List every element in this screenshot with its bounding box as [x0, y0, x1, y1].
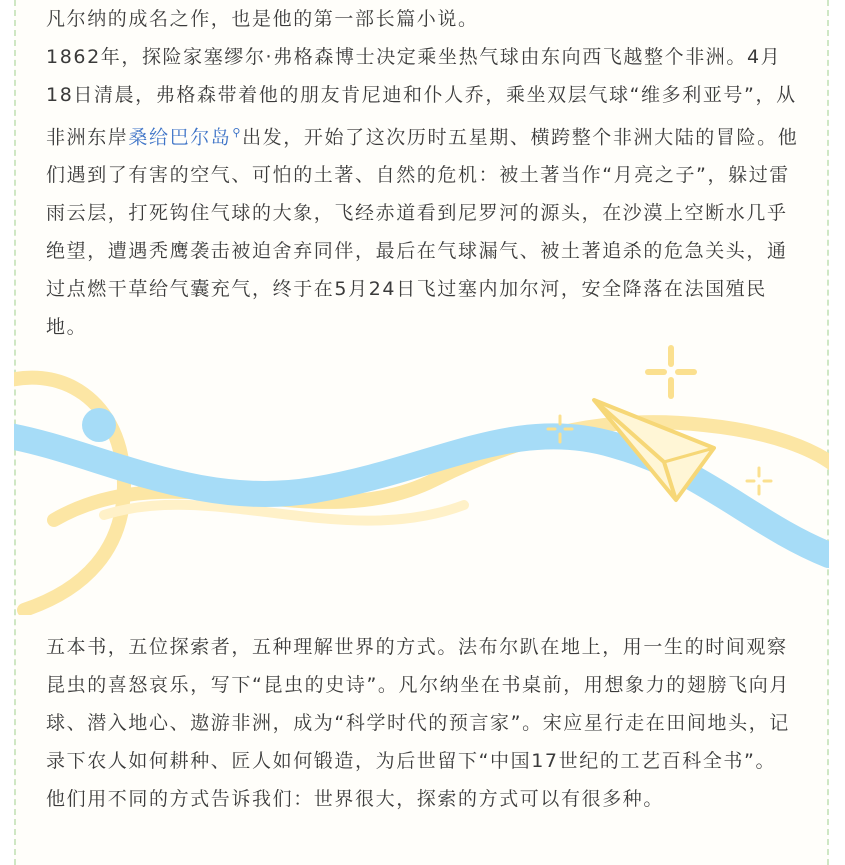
search-icon[interactable]: ⚲	[232, 126, 243, 139]
story-text-after-link: 出发，开始了这次历时五星期、横跨整个非洲大陆的冒险。他们遇到了有害的空气、可怕的土著、自然的危机：被土著当作“月亮之子”，躲过雷雨云层，打死钩住气球的大象，飞经赤道看到尼罗河的源头，在沙漠上空断水几乎绝望，遭遇秃鹰袭击被迫舍弃同伴，最后在气球漏气、被土著追杀的危急关头，通过点燃干草给气囊充气，终于在5月24日飞过塞内加尔河，安全降落在法国殖民地。	[46, 126, 799, 339]
sparkle-icon-large	[648, 348, 694, 396]
story-text-before-link: 1862年，探险家塞缪尔·弗格森博士决定乘坐热气球由东向西飞越整个非洲。4月18日清晨，弗格森带着他的朋友肯尼迪和仆人乔，乘坐双层气球“维多利亚号”，从非洲东岸	[46, 46, 797, 149]
story-paragraph	[46, 38, 806, 346]
article-bottom-section	[46, 628, 806, 818]
sparkle-icon-right	[747, 468, 771, 494]
closing-line: 他们用不同的方式告诉我们：世界很大，探索的方式可以有很多种。	[46, 788, 665, 810]
zanzibar-link[interactable]: 桑给巴尔岛	[128, 126, 232, 149]
decorative-divider	[14, 340, 829, 615]
yellow-wave-lower	[104, 505, 464, 521]
summary-paragraph: 五本书，五位探索者，五种理解世界的方式。法布尔趴在地上，用一生的时间观察昆虫的喜怒哀乐，写下“昆虫的史诗”。凡尔纳坐在书桌前，用想象力的翅膀飞向月球、潜入地心、遨游非洲，成为“科学时代的预言家”。宋应星行走在田间地头，记录下农人如何耕种、匠人如何锻造，为后世留下“中国17世纪的工艺百科全书”。	[46, 636, 790, 772]
article-top-section	[46, 0, 806, 346]
intro-line: 凡尔纳的成名之作，也是他的第一部长篇小说。	[46, 8, 479, 30]
blue-dot	[82, 408, 116, 442]
